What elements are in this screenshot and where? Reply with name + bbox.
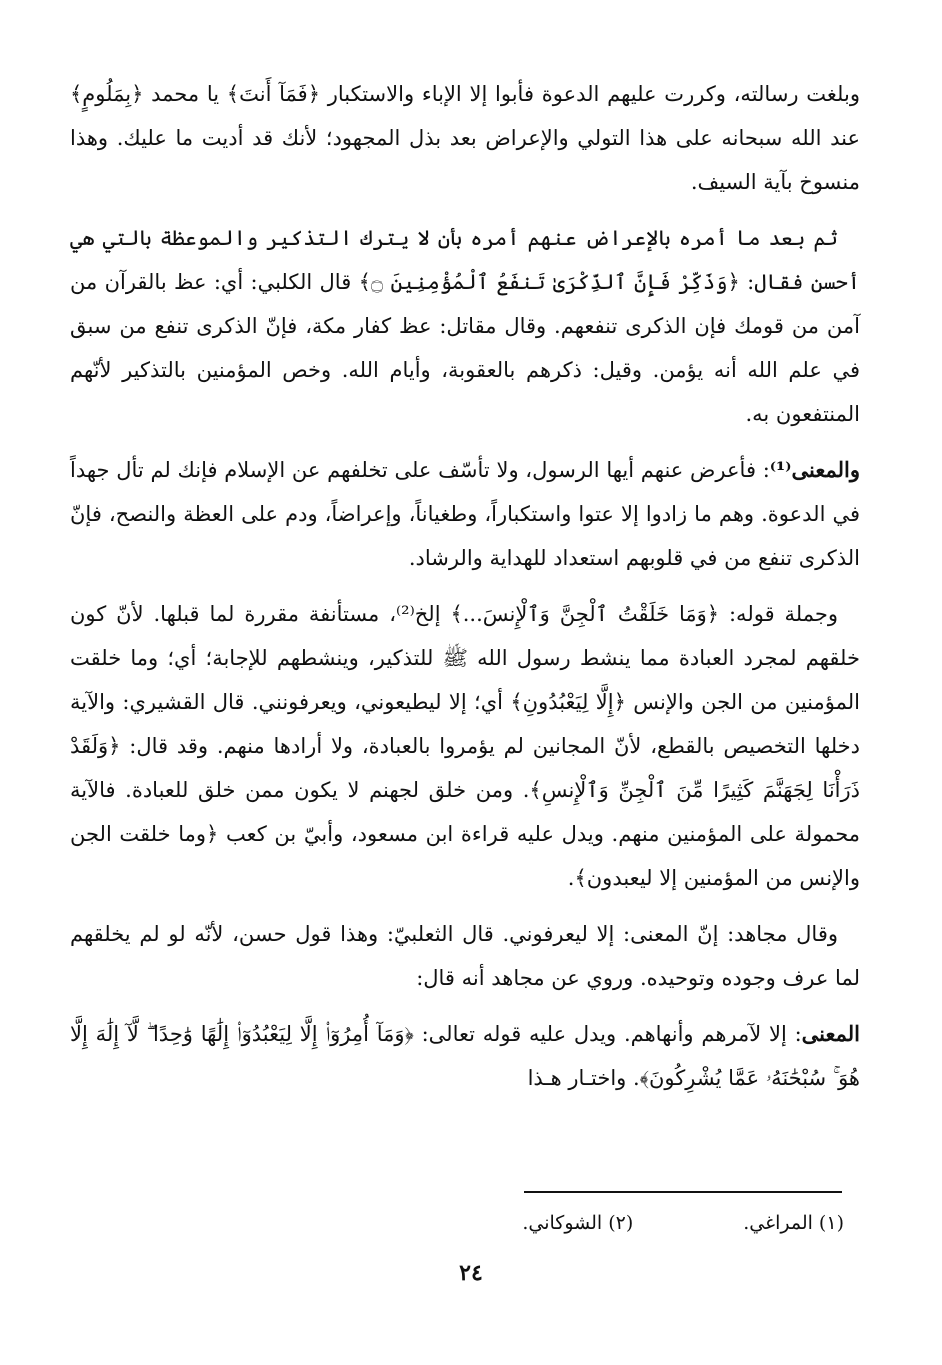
paragraph-1	[70, 72, 860, 204]
paragraph-5	[70, 912, 860, 1000]
paragraph-3-text: : فأعرض عنهم أيها الرسول، ولا تأسّف على تخلفهم عن الإسلام فإنك لم تأل جهداً في الدعوة. وهم ما زادوا إلا عتوا واستكباراً، وطغياناً، وإعراضاً، ودم على العظة والنصح، فإنّ الذكرى تنفع من في قلوبهم استعداد للهداية والرشاد.	[70, 458, 860, 570]
paragraph-5-text: وقال مجاهد: إنّ المعنى: إلا ليعرفوني. قال الثعلبيّ: وهذا قول حسن، لأنّه لو لم يخلقهم لما عرف وجوده وتوحيده. وروي عن مجاهد أنه قال:	[70, 922, 860, 990]
paragraph-2	[70, 216, 860, 436]
paragraph-4	[70, 592, 860, 900]
footnotes	[284, 1208, 844, 1238]
paragraph-2-text: ثم بعد ما أمره بالإعراض عنهم أمره بأن لا يترك التذكير والموعظة بالتي هي أحسن فقال: ﴿وَذَكِّرْ فَإِنَّ ٱلذِّكْرَىٰ تَنفَعُ ٱلْمُؤْمِنِينَ ۝﴾ قال الكلبي: أي: عظ بالقرآن من آمن من قومك فإن الذكرى تنفعهم. وقال مقاتل: عظ كفار مكة، فإنّ الذكرى تنفع من سبق في علم الله أنه يؤمن. وقيل: ذكرهم بالعقوبة، وأيام الله. وخص المؤمنين بالتذكير لأنّهم المنتفعون به.	[70, 226, 861, 426]
paragraph-6-lead: المعنى	[801, 1021, 860, 1046]
paragraph-6	[70, 1012, 860, 1100]
paragraph-3-lead: والمعنى⁽¹⁾	[769, 457, 860, 482]
footnote-2: (٢) الشوكاني.	[522, 1212, 634, 1234]
paragraph-3	[70, 448, 860, 580]
main-text	[70, 72, 860, 1112]
page-number: ٢٤	[459, 1260, 483, 1286]
paragraph-6-text: : إلا لآمرهم وأنهاهم. ويدل عليه قوله تعالى: ﴿وَمَآ أُمِرُوٓا۟ إِلَّا لِيَعْبُدُوٓا۟ إِلَٰهًا وَٰحِدًا ۖ لَّآ إِلَٰهَ إِلَّا هُوَ ۚ سُبْحَٰنَهُۥ عَمَّا يُشْرِكُونَ﴾. واختـار هـذا	[70, 1022, 860, 1090]
footnote-1: (١) المراغي.	[743, 1212, 844, 1234]
paragraph-1-text: وبلغت رسالته، وكررت عليهم الدعوة فأبوا إلا الإباء والاستكبار ﴿فَمَآ أَنتَ﴾ يا محمد ﴿بِمَلُومٍ﴾ عند الله سبحانه على هذا التولي والإعراض بعد بذل المجهود؛ لأنك قد أديت ما عليك. وهذا منسوخ بآية السيف.	[70, 82, 860, 194]
footnote-divider	[524, 1191, 842, 1193]
paragraph-4-text: وجملة قوله: ﴿وَمَا خَلَقْتُ ٱلْجِنَّ وَٱلْإِنسَ...﴾ إلخ⁽²⁾، مستأنفة مقررة لما قبلها. لأنّ كون خلقهم لمجرد العبادة مما ينشط رسول الله ﷺ للتذكير، وينشطهم للإجابة؛ أي؛ وما خلقت المؤمنين من الجن والإنس ﴿إِلَّا لِيَعْبُدُونِ﴾ أي؛ إلا ليطيعوني، ويعرفونني. قال القشيري: والآية دخلها التخصيص بالقطع، لأنّ المجانين لم يؤمروا بالعبادة، ولا أرادها منهم. وقد قال: ﴿وَلَقَدْ ذَرَأْنَا لِجَهَنَّمَ كَثِيرًا مِّنَ ٱلْجِنِّ وَٱلْإِنسِ﴾. ومن خلق لجهنم لا يكون ممن خلق للعبادة. فالآية محمولة على المؤمنين منهم. ويدل عليه قراءة ابن مسعود، وأبيّ بن كعب ﴿وما خلقت الجن والإنس من المؤمنين إلا ليعبدون﴾.	[70, 602, 860, 890]
